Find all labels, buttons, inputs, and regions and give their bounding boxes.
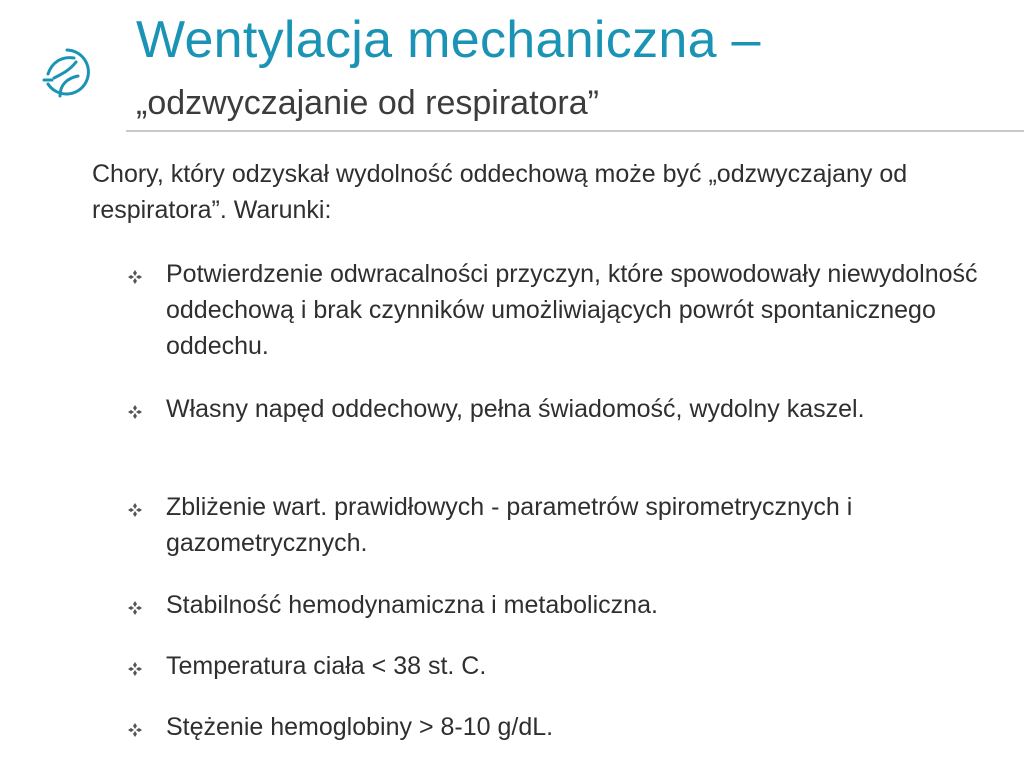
diamond-bullet-icon xyxy=(128,503,142,517)
list-item-text: Zbliżenie wart. prawidłowych - parametrów spirometrycznych i gazometrycznych. xyxy=(166,493,853,557)
diamond-bullet-icon xyxy=(128,270,142,284)
list-item-text: Własny napęd oddechowy, pełna świadomość, wydolny kaszel. xyxy=(166,395,865,423)
list-item xyxy=(128,391,1008,427)
leaf-logo-icon xyxy=(38,44,96,102)
slide-title: Wentylacja mechaniczna – xyxy=(136,11,761,69)
list-item-text: Stężenie hemoglobiny > 8-10 g/dL. xyxy=(166,713,554,741)
list-item xyxy=(128,256,1008,364)
title-divider xyxy=(126,130,1024,132)
diamond-bullet-icon xyxy=(128,723,142,737)
diamond-bullet-icon xyxy=(128,405,142,419)
diamond-bullet-icon xyxy=(128,601,142,615)
list-item xyxy=(128,709,1008,745)
diamond-bullet-icon xyxy=(128,662,142,676)
list-item-text: Stabilność hemodynamiczna i metaboliczna. xyxy=(166,591,658,619)
list-item xyxy=(128,587,1008,623)
list-item xyxy=(128,489,1008,561)
list-item-text: Temperatura ciała < 38 st. C. xyxy=(166,652,487,680)
list-item xyxy=(128,648,1008,684)
list-item-text: Potwierdzenie odwracalności przyczyn, które spowodowały niewydolność oddechową i brak czynników umożliwiających powrót spontanicznego oddechu. xyxy=(166,260,978,360)
slide-subtitle: „odzwyczajanie od respiratora” xyxy=(136,84,599,122)
intro-paragraph: Chory, który odzyskał wydolność oddechową może być „odzwyczajany od respiratora”. Warunki: xyxy=(92,160,908,224)
